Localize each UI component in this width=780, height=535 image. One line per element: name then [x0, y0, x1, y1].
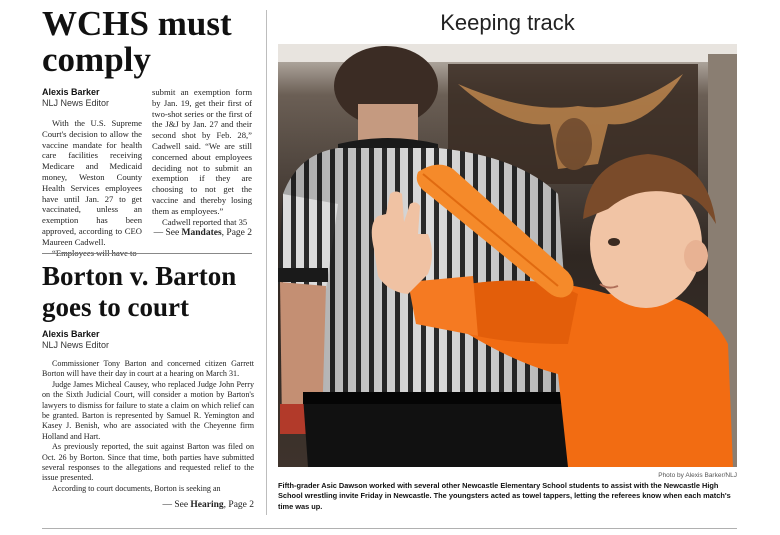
story1-column-2 — [152, 87, 252, 227]
jump-page: , Page 2 — [221, 228, 252, 238]
photo-title: Keeping track — [440, 10, 575, 35]
jump-prefix: — See — [153, 228, 182, 238]
story2-jump-line[interactable] — [142, 500, 254, 510]
column-separator — [266, 10, 267, 515]
bottom-rule — [42, 528, 737, 529]
paragraph: According to court documents, Borton is seeking an — [52, 483, 221, 493]
paragraph: Judge James Micheal Causey, who replaced Judge John Perry on the Sixth Judicial Court, will consider a motion by Barton's lawyers to dismiss for failure to state a claim on which relief can be granted. Barton is represented by Samuel R. Yemington and Kasey J. Benish, who are associated with the Cheyenne firm Holland and Hart. — [42, 379, 254, 441]
paragraph: As previously reported, the suit against Barton was filed on Oct. 26 by Borton. Since that time, both parties have submitted several responses to the allegations and requested relief to the issue presented. — [42, 442, 254, 483]
jump-keyword: Hearing — [190, 500, 224, 510]
paragraph: Cadwell reported that 35 — [162, 216, 248, 227]
story2-headline: Borton v. Barton goes to court — [42, 261, 237, 322]
story1-jump-line[interactable] — [152, 228, 252, 238]
story-divider — [42, 253, 252, 254]
story2-body — [42, 359, 254, 494]
jump-prefix: — See — [162, 500, 191, 510]
story1-headline: WCHS must comply — [42, 4, 232, 79]
paragraph: submit an exemption form by Jan. 19, get their first of two-shot series or the first of the J&J by Jan. 27 and their second shot by Feb. 28,” Cadwell said. “We are still concerned about employees deciding not to submit an exemption if they are choosing to not get the vaccine and thereby losing them as employees.” — [152, 87, 252, 216]
wrestling-photo-illustration — [278, 44, 737, 467]
paragraph: With the U.S. Supreme Court's decision to allow the vaccine mandate for health care facilities receiving Medicare and Medicaid money, Weston County Health Services employees have until Jan. 27 to get vaccinated, unless an exemption has been approved, according to CEO Maureen Cadwell. — [42, 118, 142, 247]
story1-column-1 — [42, 118, 142, 258]
jump-page: , Page 2 — [223, 500, 254, 510]
feature-photo — [278, 44, 737, 467]
story1-byline-title: NLJ News Editor — [42, 98, 110, 108]
paragraph: Commissioner Tony Barton and concerned citizen Garrett Borton will have their day in court at a hearing on March 31. — [42, 359, 254, 379]
story2-byline-title: NLJ News Editor — [42, 340, 110, 350]
photo-caption: Fifth-grader Asic Dawson worked with several other Newcastle Elementary School students to assist with the Newcastle High School wrestling invite Friday in Newcastle. The youngsters acted as towel tappers, letting the referees know when each match's time was up. — [278, 481, 731, 511]
photo-credit: Photo by Alexis Barker/NLJ — [658, 472, 737, 479]
story2-byline-name: Alexis Barker — [42, 329, 100, 339]
story1-byline-name: Alexis Barker — [42, 87, 100, 97]
jump-keyword: Mandates — [181, 228, 222, 238]
